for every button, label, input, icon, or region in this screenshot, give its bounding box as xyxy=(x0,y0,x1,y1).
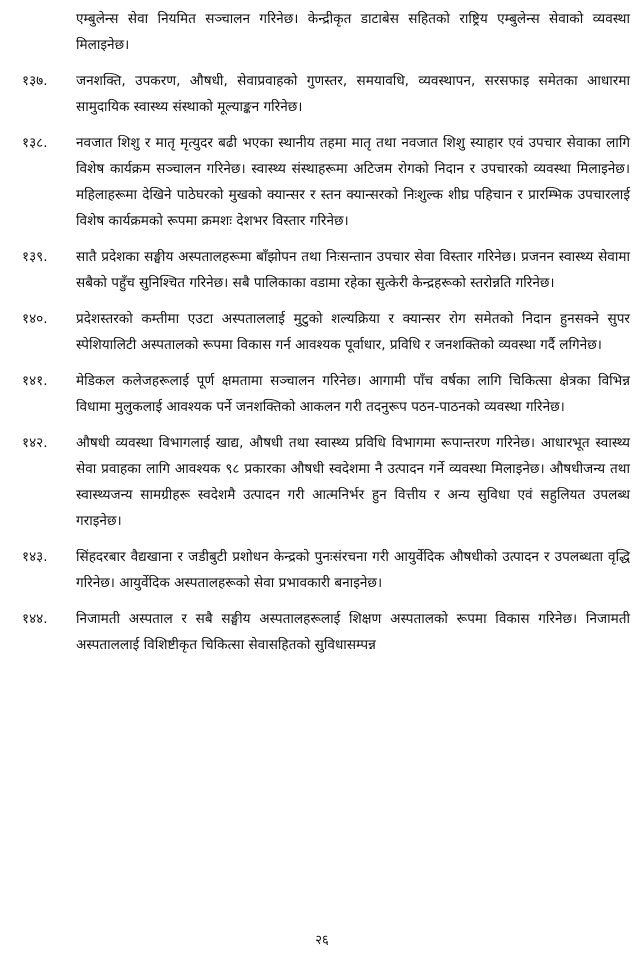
paragraph-number: १४०. xyxy=(22,311,48,327)
paragraph-text: मेडिकल कलेजहरूलाई पूर्ण क्षमतामा सञ्चालन गरिनेछ। आगामी पाँच वर्षका लागि चिकित्सा क्षेत्रका विभिन्न विधामा मुलुकलाई आवश्यक पर्ने जनशक्तिको आकलन गरी तदनुरूप पठन-पाठनको व्यवस्था गरिनेछ। xyxy=(76,373,630,415)
paragraph-number: १४३. xyxy=(22,549,48,565)
list-item xyxy=(22,606,630,658)
list-item xyxy=(22,430,630,534)
list-item xyxy=(22,306,630,358)
paragraph-number: १३८. xyxy=(22,135,48,151)
paragraph-number: १४२. xyxy=(22,435,48,451)
paragraph-text: सातै प्रदेशका सङ्घीय अस्पतालहरूमा बाँझोपन तथा निःसन्तान उपचार सेवा विस्तार गरिनेछ। प्रजनन स्वास्थ्य सेवामा सबैको पहुँच सुनिश्चित गरिनेछ। सबै पालिकाका वडामा रहेका सुत्केरी केन्द्रहरूको स्तरोन्नति गरिनेछ। xyxy=(76,249,630,291)
paragraph-number: १४१. xyxy=(22,373,48,389)
paragraph-text: नवजात शिशु र मातृ मृत्युदर बढी भएका स्थानीय तहमा मातृ तथा नवजात शिशु स्याहार एवं उपचार सेवाका लागि विशेष कार्यक्रम सञ्चालन गरिनेछ। स्वास्थ्य संस्थाहरूमा अटिजम रोगको निदान र उपचारको व्यवस्था मिलाइनेछ। महिलाहरूमा देखिने पाठेघरको मुखको क्यान्सर र स्तन क्यान्सरको निःशुल्क शीघ्र पहिचान र प्रारम्भिक उपचारलाई विशेष कार्यक्रमको रूपमा क्रमशः देशभर विस्तार गरिनेछ। xyxy=(76,135,630,229)
paragraph-text: प्रदेशस्तरको कम्तीमा एउटा अस्पताललाई मुटुको शल्यक्रिया र क्यान्सर रोग समेतको निदान हुनसक्ने सुपर स्पेशियालिटी अस्पतालको रूपमा विकास गर्न आवश्यक पूर्वाधार, प्रविधि र जनशक्तिको व्यवस्था गर्दै लगिनेछ। xyxy=(76,311,630,353)
list-item xyxy=(22,244,630,296)
paragraph-text: निजामती अस्पताल र सबै सङ्घीय अस्पतालहरूलाई शिक्षण अस्पतालको रूपमा विकास गरिनेछ। निजामती अस्पताललाई विशिष्टीकृत चिकित्सा सेवासहितको सुविधासम्पन्न xyxy=(76,611,630,653)
paragraph-text: जनशक्ति, उपकरण, औषधी, सेवाप्रवाहको गुणस्तर, समयावधि, व्यवस्थापन, सरसफाइ समेतका आधारमा सामुदायिक स्वास्थ्य संस्थाको मूल्याङ्कन गरिनेछ। xyxy=(76,73,630,115)
list-item xyxy=(22,130,630,234)
paragraph-number: १३७. xyxy=(22,73,48,89)
page-number: २६ xyxy=(315,933,329,948)
list-item xyxy=(22,368,630,420)
list-item xyxy=(22,544,630,596)
paragraph-text: औषधी व्यवस्था विभागलाई खाद्य, औषधी तथा स्वास्थ्य प्रविधि विभागमा रूपान्तरण गरिनेछ। आधारभूत स्वास्थ्य सेवा प्रवाहका लागि आवश्यक ९८ प्रकारका औषधी स्वदेशमा नै उत्पादन गर्ने व्यवस्था मिलाइनेछ। औषधीजन्य तथा स्वास्थ्यजन्य सामग्रीहरू स्वदेशमै उत्पादन गरी आत्मनिर्भर हुन वित्तीय र अन्य सुविधा एवं सहुलियत उपलब्ध गराइनेछ। xyxy=(76,435,630,529)
paragraph-text: सिंहदरबार वैद्यखाना र जडीबुटी प्रशोधन केन्द्रको पुनःसंरचना गरी आयुर्वेदिक औषधीको उत्पादन र उपलब्धता वृद्धि गरिनेछ। आयुर्वेदिक अस्पतालहरूको सेवा प्रभावकारी बनाइनेछ। xyxy=(76,549,630,591)
list-item xyxy=(22,68,630,120)
paragraph-number: १४४. xyxy=(22,611,48,627)
paragraph-number: १३९. xyxy=(22,249,48,265)
continued-paragraph: एम्बुलेन्स सेवा नियमित सञ्चालन गरिनेछ। केन्द्रीकृत डाटाबेस सहितको राष्ट्रिय एम्बुलेन्स सेवाको व्यवस्था मिलाइनेछ। xyxy=(76,11,630,53)
